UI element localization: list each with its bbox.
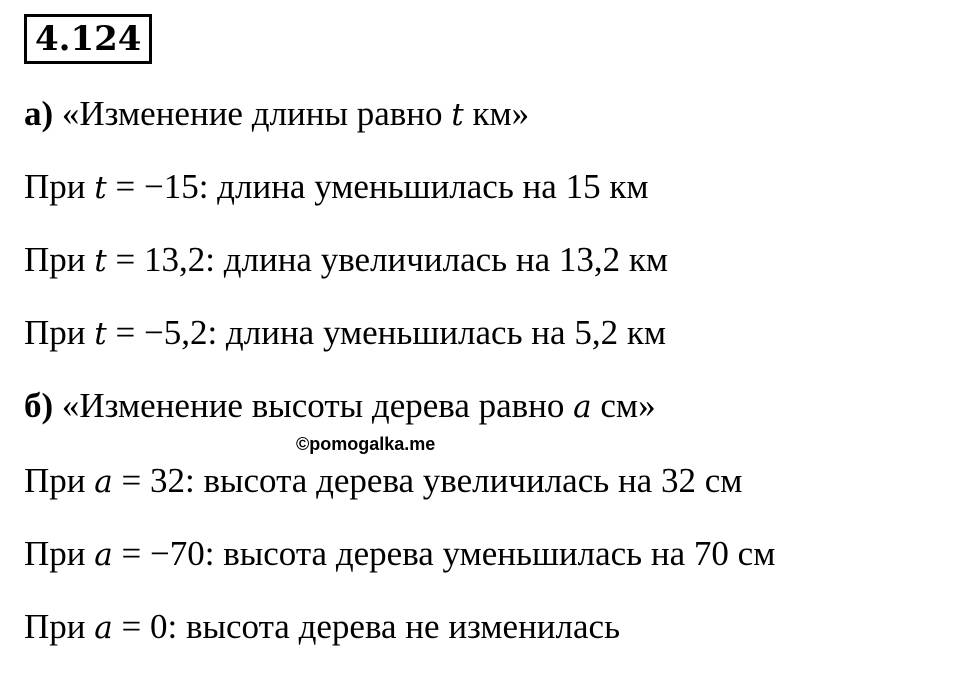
part-b-line-2 — [24, 534, 775, 575]
variable-a: a — [573, 389, 592, 425]
variable-t: t — [94, 316, 107, 352]
line-prefix: При — [24, 167, 95, 206]
part-b-heading — [24, 386, 656, 427]
part-a-heading-text: «Изменение длины равно — [53, 94, 452, 133]
part-b-line-3 — [24, 607, 620, 648]
line-prefix: При — [24, 534, 95, 573]
part-a-line-2 — [24, 240, 668, 281]
part-a-heading-unit: км» — [463, 94, 530, 133]
variable-t: t — [451, 97, 464, 133]
line-text: = 32: высота дерева увеличилась на 32 см — [112, 461, 743, 500]
variable-a: a — [94, 537, 113, 573]
line-text: = 13,2: длина увеличилась на 13,2 км — [106, 240, 669, 279]
line-text: = −5,2: длина уменьшилась на 5,2 км — [106, 313, 666, 352]
part-b-line-1 — [24, 461, 742, 502]
variable-t: t — [94, 170, 107, 206]
line-prefix: При — [24, 607, 95, 646]
line-prefix: При — [24, 313, 95, 352]
line-text: = −70: высота дерева уменьшилась на 70 см — [112, 534, 776, 573]
watermark: ©pomogalka.me — [296, 434, 436, 454]
part-b-label: б) — [24, 386, 54, 425]
part-a-label: а) — [24, 94, 54, 133]
part-a-line-3 — [24, 313, 666, 354]
variable-a: a — [94, 464, 113, 500]
variable-t: t — [94, 243, 107, 279]
line-prefix: При — [24, 461, 95, 500]
part-b-heading-unit: см» — [591, 386, 656, 425]
part-a-heading — [24, 94, 529, 135]
problem-number: 4.124 — [24, 14, 152, 64]
line-text: = 0: высота дерева не изменилась — [112, 607, 621, 646]
variable-a: a — [94, 610, 113, 646]
part-b-heading-text: «Изменение высоты дерева равно — [53, 386, 574, 425]
line-prefix: При — [24, 240, 95, 279]
part-a-line-1 — [24, 167, 648, 208]
line-text: = −15: длина уменьшилась на 15 км — [106, 167, 649, 206]
